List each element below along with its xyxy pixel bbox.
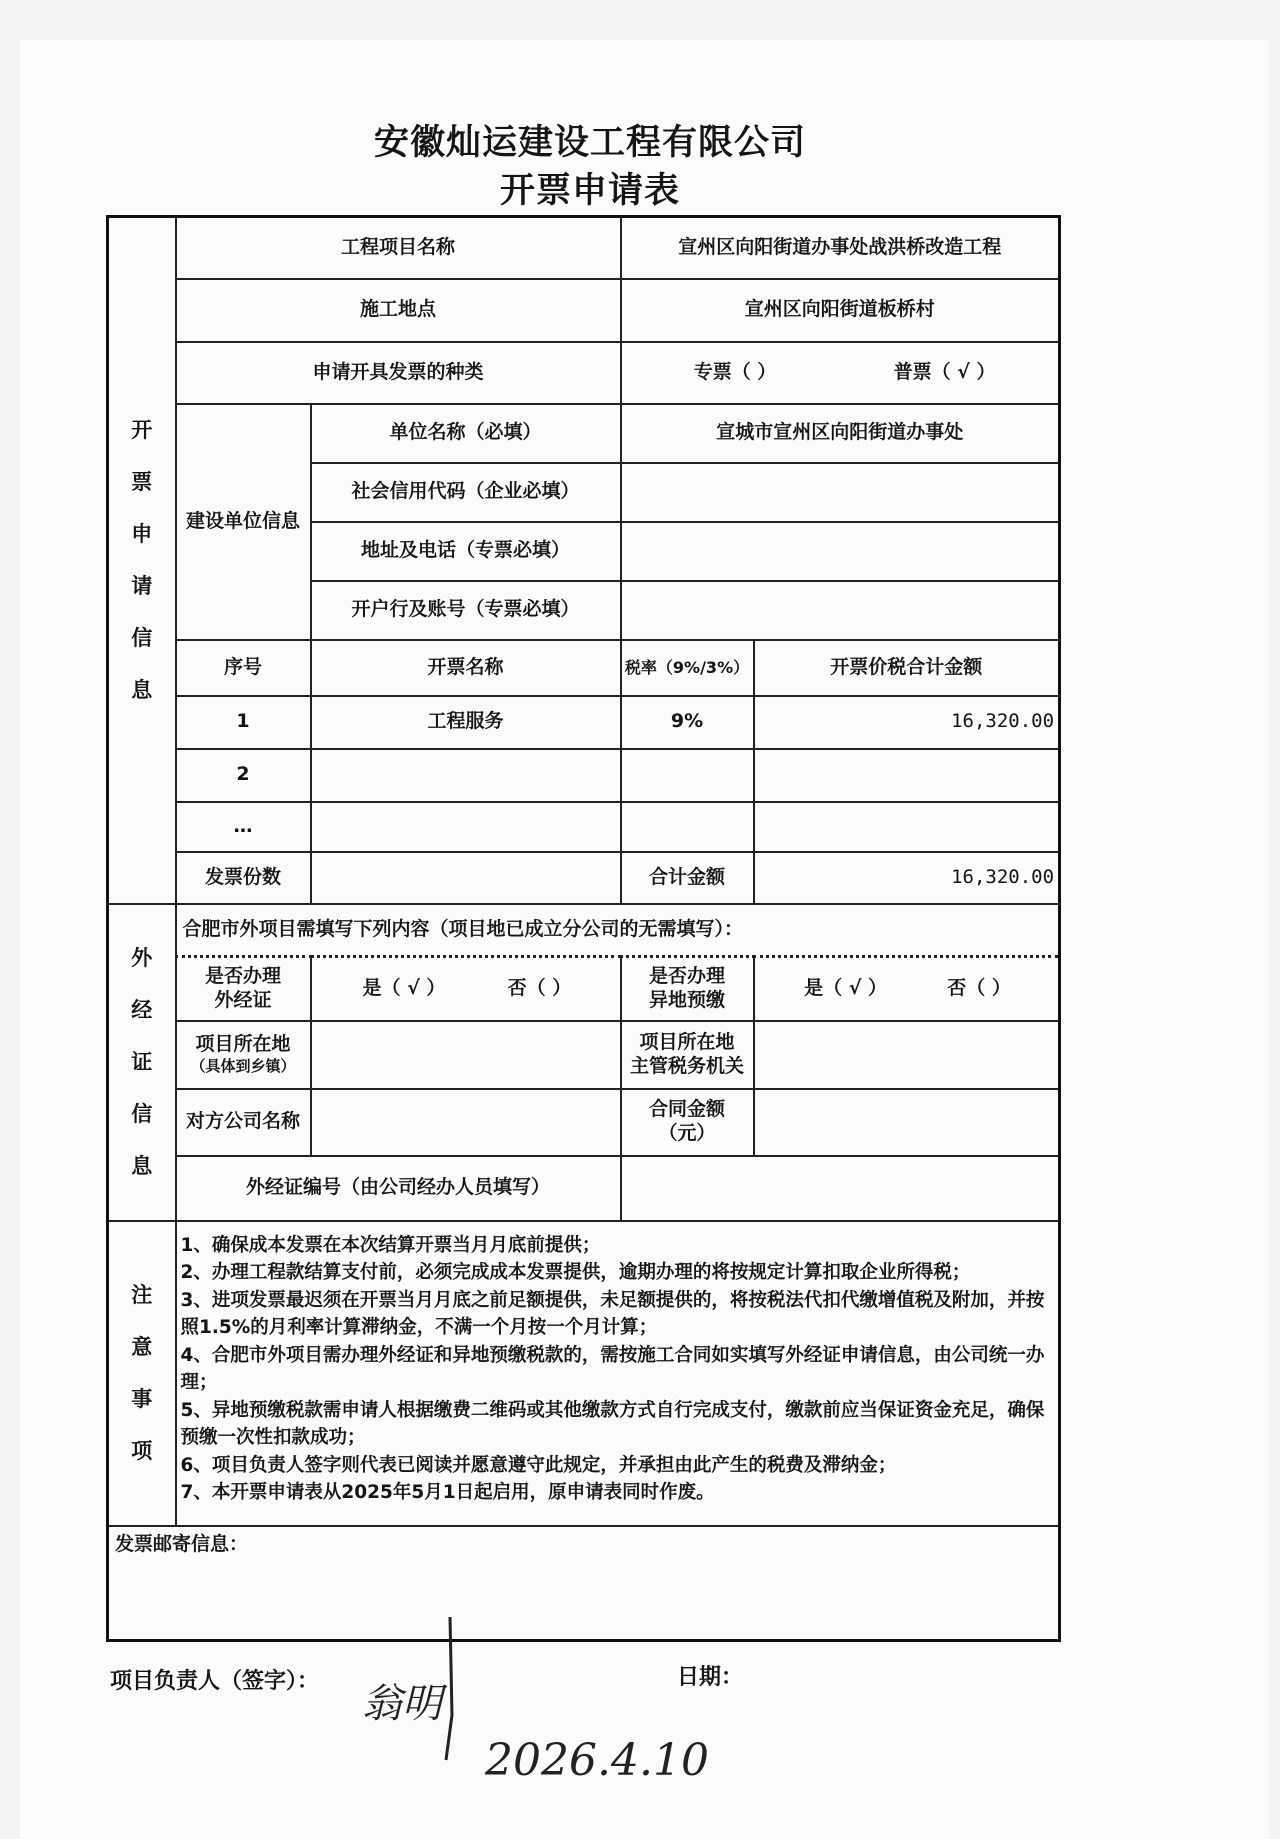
handwritten-signature: 翁明 xyxy=(362,1681,442,1727)
project-location-label xyxy=(176,1021,311,1089)
vertical-label-char: 项 xyxy=(131,1439,153,1463)
location-value: 宣州区向阳街道板桥村 xyxy=(621,279,1060,342)
bank-value xyxy=(621,581,1060,640)
table-row xyxy=(108,696,1060,749)
vertical-label-char: 注 xyxy=(131,1283,153,1307)
total-label: 合计金额 xyxy=(621,852,754,904)
row-no: 1 xyxy=(176,696,311,749)
contract-amount-value xyxy=(754,1089,1060,1156)
prepay-yes: 是（ √ ） xyxy=(804,976,888,999)
tax-office-label: 项目所在地 主管税务机关 xyxy=(621,1021,754,1089)
prepay-no: 否（ ） xyxy=(947,976,1011,999)
project-location-title: 项目所在地 xyxy=(195,1033,291,1056)
total-value: 16,320.00 xyxy=(754,852,1060,904)
vertical-label-char: 事 xyxy=(131,1387,153,1411)
table-row xyxy=(108,749,1060,802)
row-no: 2 xyxy=(176,749,311,802)
cert-number-label: 外经证编号（由公司经办人员填写） xyxy=(176,1156,621,1221)
vertical-label-char: 请 xyxy=(131,574,153,599)
notes-list xyxy=(176,1221,1060,1526)
note-item: 1、确保成本发票在本次结算开票当月月底前提供； xyxy=(180,1234,601,1256)
project-location-value xyxy=(311,1021,621,1089)
vertical-label-char: 外 xyxy=(131,946,153,970)
cert-no: 否（ ） xyxy=(507,976,572,999)
row-rate: 9% xyxy=(621,696,754,749)
prepay-options xyxy=(754,957,1060,1021)
prepay-question: 是否办理 异地预缴 xyxy=(621,957,754,1021)
project-name-value: 宣州区向阳街道办事处战洪桥改造工程 xyxy=(621,217,1060,279)
date-label: 日期： xyxy=(677,1665,744,1690)
note-item: 7、本开票申请表从2025年5月1日起启用，原申请表同时作废。 xyxy=(180,1482,715,1503)
row-name xyxy=(311,749,621,802)
vertical-label-char: 信 xyxy=(131,1102,153,1126)
counterparty-label: 对方公司名称 xyxy=(176,1089,311,1156)
row-no: … xyxy=(176,802,311,852)
form-title: 开票申请表 xyxy=(499,171,680,211)
handwritten-date: 2026.4.10 xyxy=(485,1735,709,1786)
unit-name-label: 单位名称（必填） xyxy=(311,404,621,463)
vertical-label-char: 票 xyxy=(131,470,153,495)
row-amount xyxy=(754,749,1060,802)
cert-question: 是否办理 外经证 xyxy=(176,957,311,1021)
section-cert-label xyxy=(108,904,176,1221)
cert-options xyxy=(311,957,621,1021)
note-item: 6、项目负责人签字则代表已阅读并愿意遵守此规定，并承担由此产生的税费及滞纳金； xyxy=(180,1454,897,1476)
vertical-label-char: 意 xyxy=(131,1335,153,1359)
vertical-label-char: 开 xyxy=(131,418,153,443)
row-rate xyxy=(621,749,754,802)
row-amount xyxy=(754,802,1060,852)
address-value xyxy=(621,522,1060,581)
cert-yes: 是（ √ ） xyxy=(362,976,446,999)
company-name: 安徽灿运建设工程有限公司 xyxy=(373,123,806,163)
bank-label: 开户行及账号（专票必填） xyxy=(311,581,621,640)
invoice-type-options xyxy=(621,342,1060,404)
project-location-sub: （具体到乡镇） xyxy=(190,1057,296,1075)
row-name: 工程服务 xyxy=(311,696,621,749)
credit-code-value xyxy=(621,463,1060,522)
vertical-label-char: 息 xyxy=(131,1154,153,1178)
special-invoice-option: 专票（ ） xyxy=(693,360,777,383)
vertical-label-char: 申 xyxy=(131,522,153,547)
builder-info-label: 建设单位信息 xyxy=(176,404,311,640)
tax-office-value xyxy=(754,1021,1060,1089)
note-item: 4、合肥市外项目需办理外经证和异地预缴税款的，需按施工合同如实填写外经证申请信息，由公司统一办理； xyxy=(180,1344,1045,1393)
invoice-form xyxy=(106,215,1061,1642)
vertical-label-char: 经 xyxy=(131,998,153,1022)
pen-stroke xyxy=(440,1615,460,1765)
vertical-label-char: 息 xyxy=(131,678,153,703)
unit-name-value: 宣城市宣州区向阳街道办事处 xyxy=(621,404,1060,463)
row-amount: 16,320.00 xyxy=(754,696,1060,749)
contract-amount-label: 合同金额 （元） xyxy=(621,1089,754,1156)
note-item: 5、异地预缴税款需申请人根据缴费二维码或其他缴款方式自行完成支付，缴款前应当保证资金充足，确保预缴一次性扣款成功； xyxy=(180,1399,1045,1448)
vertical-label-char: 信 xyxy=(131,626,153,651)
credit-code-label: 社会信用代码（企业必填） xyxy=(311,463,621,522)
cert-number-value xyxy=(621,1156,1060,1221)
invoice-count-label: 发票份数 xyxy=(176,852,311,904)
vertical-label-char: 证 xyxy=(131,1050,153,1074)
row-name xyxy=(311,802,621,852)
col-header-amount: 开票价税合计金额 xyxy=(754,640,1060,696)
row-rate xyxy=(621,802,754,852)
project-name-label: 工程项目名称 xyxy=(176,217,621,279)
general-invoice-option: 普票（ √ ） xyxy=(893,360,996,383)
invoice-type-label: 申请开具发票的种类 xyxy=(176,342,621,404)
address-label: 地址及电话（专票必填） xyxy=(311,522,621,581)
section-invoice-label xyxy=(108,217,176,904)
note-item: 3、进项发票最迟须在开票当月月底之前足额提供，未足额提供的，将按税法代扣代缴增值税及附加，并按照1.5%的月利率计算滞纳金，不满一个月按一个月计算； xyxy=(180,1289,1045,1338)
mail-info: 发票邮寄信息： xyxy=(108,1526,1060,1641)
col-header-rate: 税率（9%/3%） xyxy=(621,640,754,696)
table-row xyxy=(108,802,1060,852)
counterparty-value xyxy=(311,1089,621,1156)
section-notes-label xyxy=(108,1221,176,1526)
location-label: 施工地点 xyxy=(176,279,621,342)
note-item: 2、办理工程款结算支付前，必须完成成本发票提供，逾期办理的将按规定计算扣取企业所得税； xyxy=(180,1262,971,1283)
cert-intro: 合肥市外项目需填写下列内容（项目地已成立分公司的无需填写）： xyxy=(176,904,1060,957)
signer-label: 项目负责人（签字）： xyxy=(110,1669,320,1694)
col-header-no: 序号 xyxy=(176,640,311,696)
col-header-name: 开票名称 xyxy=(311,640,621,696)
invoice-count-value xyxy=(311,852,621,904)
